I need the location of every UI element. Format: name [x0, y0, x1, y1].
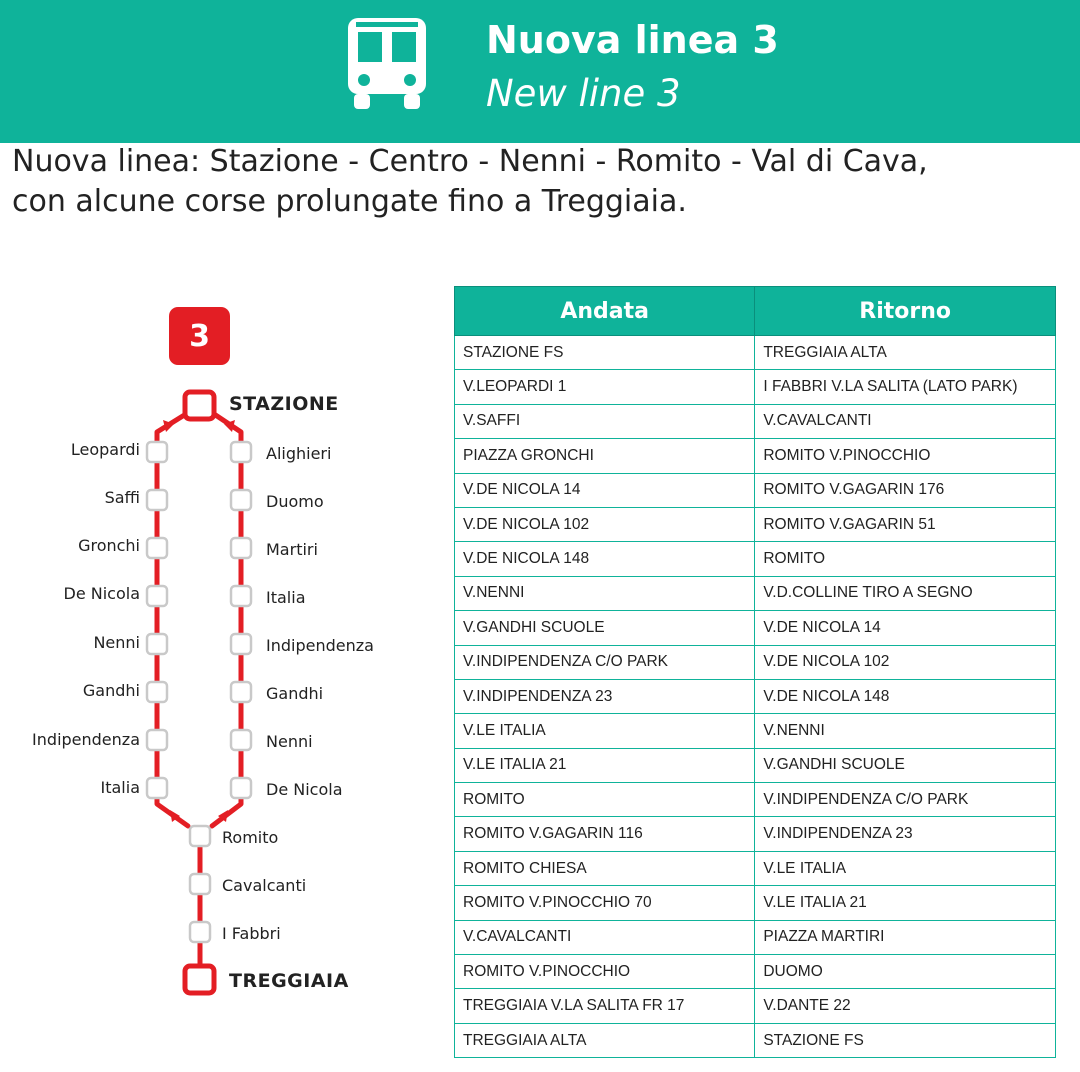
andata-stop-cell: V.DE NICOLA 14: [455, 473, 755, 507]
andata-stop-cell: V.GANDHI SCUOLE: [455, 611, 755, 645]
ritorno-stop-cell: ROMITO V.PINOCCHIO: [755, 439, 1056, 473]
ritorno-stop-cell: V.CAVALCANTI: [755, 404, 1056, 438]
header-bar: [0, 0, 1080, 143]
line-number-badge: 3: [169, 307, 230, 365]
ritorno-stop-cell: ROMITO V.GAGARIN 176: [755, 473, 1056, 507]
table-row: [455, 645, 1056, 679]
description-line-1: Nuova linea: Stazione - Centro - Nenni - Romito - Val di Cava,: [12, 144, 928, 179]
ritorno-stop-cell: TREGGIAIA ALTA: [755, 336, 1056, 370]
stop-label-left: Nenni: [93, 633, 140, 652]
table-row: [455, 989, 1056, 1023]
andata-stop-cell: V.INDIPENDENZA 23: [455, 679, 755, 713]
stop-label-right: Martiri: [266, 540, 318, 559]
stop-label-left: Indipendenza: [32, 730, 140, 749]
ritorno-stop-cell: V.D.COLLINE TIRO A SEGNO: [755, 576, 1056, 610]
andata-stop-cell: ROMITO: [455, 783, 755, 817]
andata-stop-cell: ROMITO CHIESA: [455, 851, 755, 885]
table-row: [455, 576, 1056, 610]
ritorno-stop-cell: V.DE NICOLA 14: [755, 611, 1056, 645]
stop-label-left: Gandhi: [82, 681, 140, 700]
andata-stop-cell: TREGGIAIA ALTA: [455, 1023, 755, 1057]
table-row: [455, 473, 1056, 507]
table-row: [455, 817, 1056, 851]
andata-stop-cell: V.LE ITALIA 21: [455, 748, 755, 782]
table-row: [455, 507, 1056, 541]
ritorno-stop-cell: V.DANTE 22: [755, 989, 1056, 1023]
ritorno-stop-cell: V.INDIPENDENZA C/O PARK: [755, 783, 1056, 817]
table-header-row: [455, 287, 1056, 336]
stop-label-right: Duomo: [266, 492, 324, 511]
andata-stop-cell: PIAZZA GRONCHI: [455, 439, 755, 473]
stop-label-left: Leopardi: [70, 440, 140, 459]
table-row: [455, 336, 1056, 370]
bus-icon: [346, 16, 428, 110]
andata-stop-cell: V.CAVALCANTI: [455, 920, 755, 954]
ritorno-stop-cell: ROMITO V.GAGARIN 51: [755, 507, 1056, 541]
andata-stop-cell: STAZIONE FS: [455, 336, 755, 370]
table-row: [455, 920, 1056, 954]
stop-label-right: Indipendenza: [266, 636, 374, 655]
ritorno-stop-cell: V.NENNI: [755, 714, 1056, 748]
stop-label-left: Saffi: [104, 488, 140, 507]
table-row: [455, 611, 1056, 645]
stop-label-trunk: I Fabbri: [222, 924, 281, 943]
ritorno-stop-cell: V.LE ITALIA: [755, 851, 1056, 885]
table-row: [455, 1023, 1056, 1057]
ritorno-stop-cell: STAZIONE FS: [755, 1023, 1056, 1057]
ritorno-stop-cell: V.DE NICOLA 148: [755, 679, 1056, 713]
andata-stop-cell: V.DE NICOLA 102: [455, 507, 755, 541]
ritorno-stop-cell: DUOMO: [755, 955, 1056, 989]
table-row: [455, 679, 1056, 713]
table-row: [455, 851, 1056, 885]
route-map: [0, 290, 440, 1010]
ritorno-stop-cell: V.DE NICOLA 102: [755, 645, 1056, 679]
stop-label-trunk: Romito: [222, 828, 279, 847]
terminal-stazione-marker: [185, 392, 214, 419]
stop-label-left: Gronchi: [78, 536, 140, 555]
page-subtitle: New line 3: [486, 72, 681, 115]
stop-label-right: Italia: [266, 588, 306, 607]
ritorno-stop-cell: I FABBRI V.LA SALITA (LATO PARK): [755, 370, 1056, 404]
stop-label-right: Alighieri: [266, 444, 332, 463]
table-row: [455, 748, 1056, 782]
andata-stop-cell: TREGGIAIA V.LA SALITA FR 17: [455, 989, 755, 1023]
stop-label-trunk: Cavalcanti: [222, 876, 307, 895]
description-line-2: con alcune corse prolungate fino a Treggiaia.: [12, 184, 687, 219]
table-row: [455, 955, 1056, 989]
stop-label-left: De Nicola: [63, 584, 140, 603]
table-row: [455, 370, 1056, 404]
andata-stop-cell: ROMITO V.GAGARIN 116: [455, 817, 755, 851]
terminal-treggiaia-marker: [185, 966, 214, 993]
table-row: [455, 439, 1056, 473]
andata-stop-cell: ROMITO V.PINOCCHIO: [455, 955, 755, 989]
stop-label-right: Gandhi: [266, 684, 324, 703]
ritorno-stop-cell: V.LE ITALIA 21: [755, 886, 1056, 920]
table-row: [455, 886, 1056, 920]
stop-label-right: De Nicola: [266, 780, 343, 799]
table-row: [455, 714, 1056, 748]
route-diagram: [0, 290, 440, 1010]
stop-label-left: Italia: [100, 778, 140, 797]
terminal-start-label: STAZIONE: [229, 393, 339, 415]
stop-label-right: Nenni: [266, 732, 313, 751]
andata-stop-cell: V.NENNI: [455, 576, 755, 610]
ritorno-stop-cell: ROMITO: [755, 542, 1056, 576]
ritorno-stop-cell: V.GANDHI SCUOLE: [755, 748, 1056, 782]
andata-stop-cell: V.SAFFI: [455, 404, 755, 438]
page-title: Nuova linea 3: [486, 18, 779, 62]
andata-stop-cell: V.LE ITALIA: [455, 714, 755, 748]
andata-stop-cell: V.DE NICOLA 148: [455, 542, 755, 576]
andata-stop-cell: V.INDIPENDENZA C/O PARK: [455, 645, 755, 679]
column-header-andata: Andata: [455, 287, 755, 336]
table-row: [455, 542, 1056, 576]
terminal-end-label: TREGGIAIA: [229, 970, 349, 992]
column-header-ritorno: Ritorno: [755, 287, 1056, 336]
stops-table: [454, 286, 1056, 1058]
table-row: [455, 783, 1056, 817]
andata-stop-cell: V.LEOPARDI 1: [455, 370, 755, 404]
ritorno-stop-cell: PIAZZA MARTIRI: [755, 920, 1056, 954]
andata-stop-cell: ROMITO V.PINOCCHIO 70: [455, 886, 755, 920]
ritorno-stop-cell: V.INDIPENDENZA 23: [755, 817, 1056, 851]
line-description: [12, 142, 928, 222]
table-row: [455, 404, 1056, 438]
